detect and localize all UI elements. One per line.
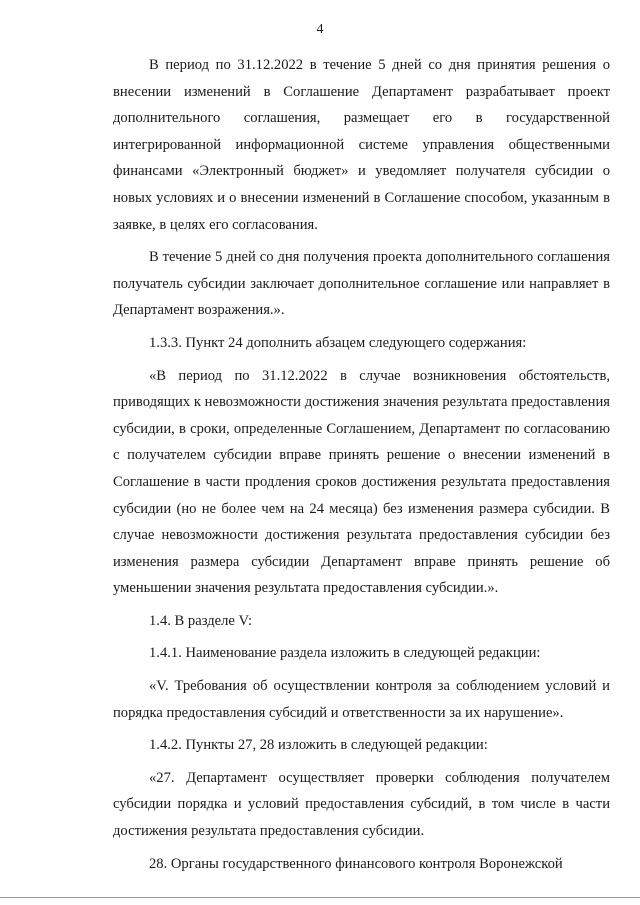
paragraph-6: 1.4.1. Наименование раздела изложить в следующей редакции: — [149, 645, 541, 662]
paragraph-3: 1.3.3. Пункт 24 дополнить абзацем следующего содержания: — [149, 334, 527, 351]
paragraph-10: 28. Органы государственного финансового контроля Воронежской — [149, 855, 563, 872]
page-number: 4 — [316, 22, 324, 37]
paragraph-1: В период по 31.12.2022 в течение 5 дней со дня принятия решения о внесении изменений в Соглашение Департамент разрабатывает проект дополнительного соглашения, размещает его в государственной интегрированной информационной системе управления общественными финансами «Электронный бюджет» и уведомляет получателя субсидии о новых условиях и о внесении изменений в Соглашение способом, указанным в заявке, в целях его согласования. — [113, 57, 610, 233]
paragraph-9: «27. Департамент осуществляет проверки соблюдения получателем субсидии порядка и условий предоставления субсидий, в том числе в части достижения результата предоставления субсидии. — [113, 769, 610, 840]
document-body — [113, 52, 610, 883]
paragraph-2: В течение 5 дней со дня получения проекта дополнительного соглашения получатель субсидии заключает дополнительное соглашение или направляет в Департамент возражения.». — [113, 249, 610, 319]
paragraph-5: 1.4. В разделе V: — [149, 612, 253, 629]
paragraph-4: «В период по 31.12.2022 в случае возникновения обстоятельств, приводящих к невозможности достижения значения результата предоставления субсидии, в сроки, определенные Соглашением, Департамент по согласованию с получателем субсидии вправе принять решение о внесении изменений в Соглашение в части продления сроков достижения результата предоставления субсидии (но не более чем на 24 месяца) без изменения размера субсидии. В случае невозможности достижения результата предоставления субсидии без изменения размера субсидии Департамент вправе принять решение об уменьшении значения результата предоставления субсидии.». — [113, 367, 610, 597]
paragraph-7: «V. Требования об осуществлении контроля за соблюдением условий и порядка предоставления субсидий и ответственности за их нарушение». — [113, 678, 610, 721]
paragraph-8: 1.4.2. Пункты 27, 28 изложить в следующей редакции: — [149, 737, 488, 754]
page-bottom-edge — [0, 897, 640, 898]
